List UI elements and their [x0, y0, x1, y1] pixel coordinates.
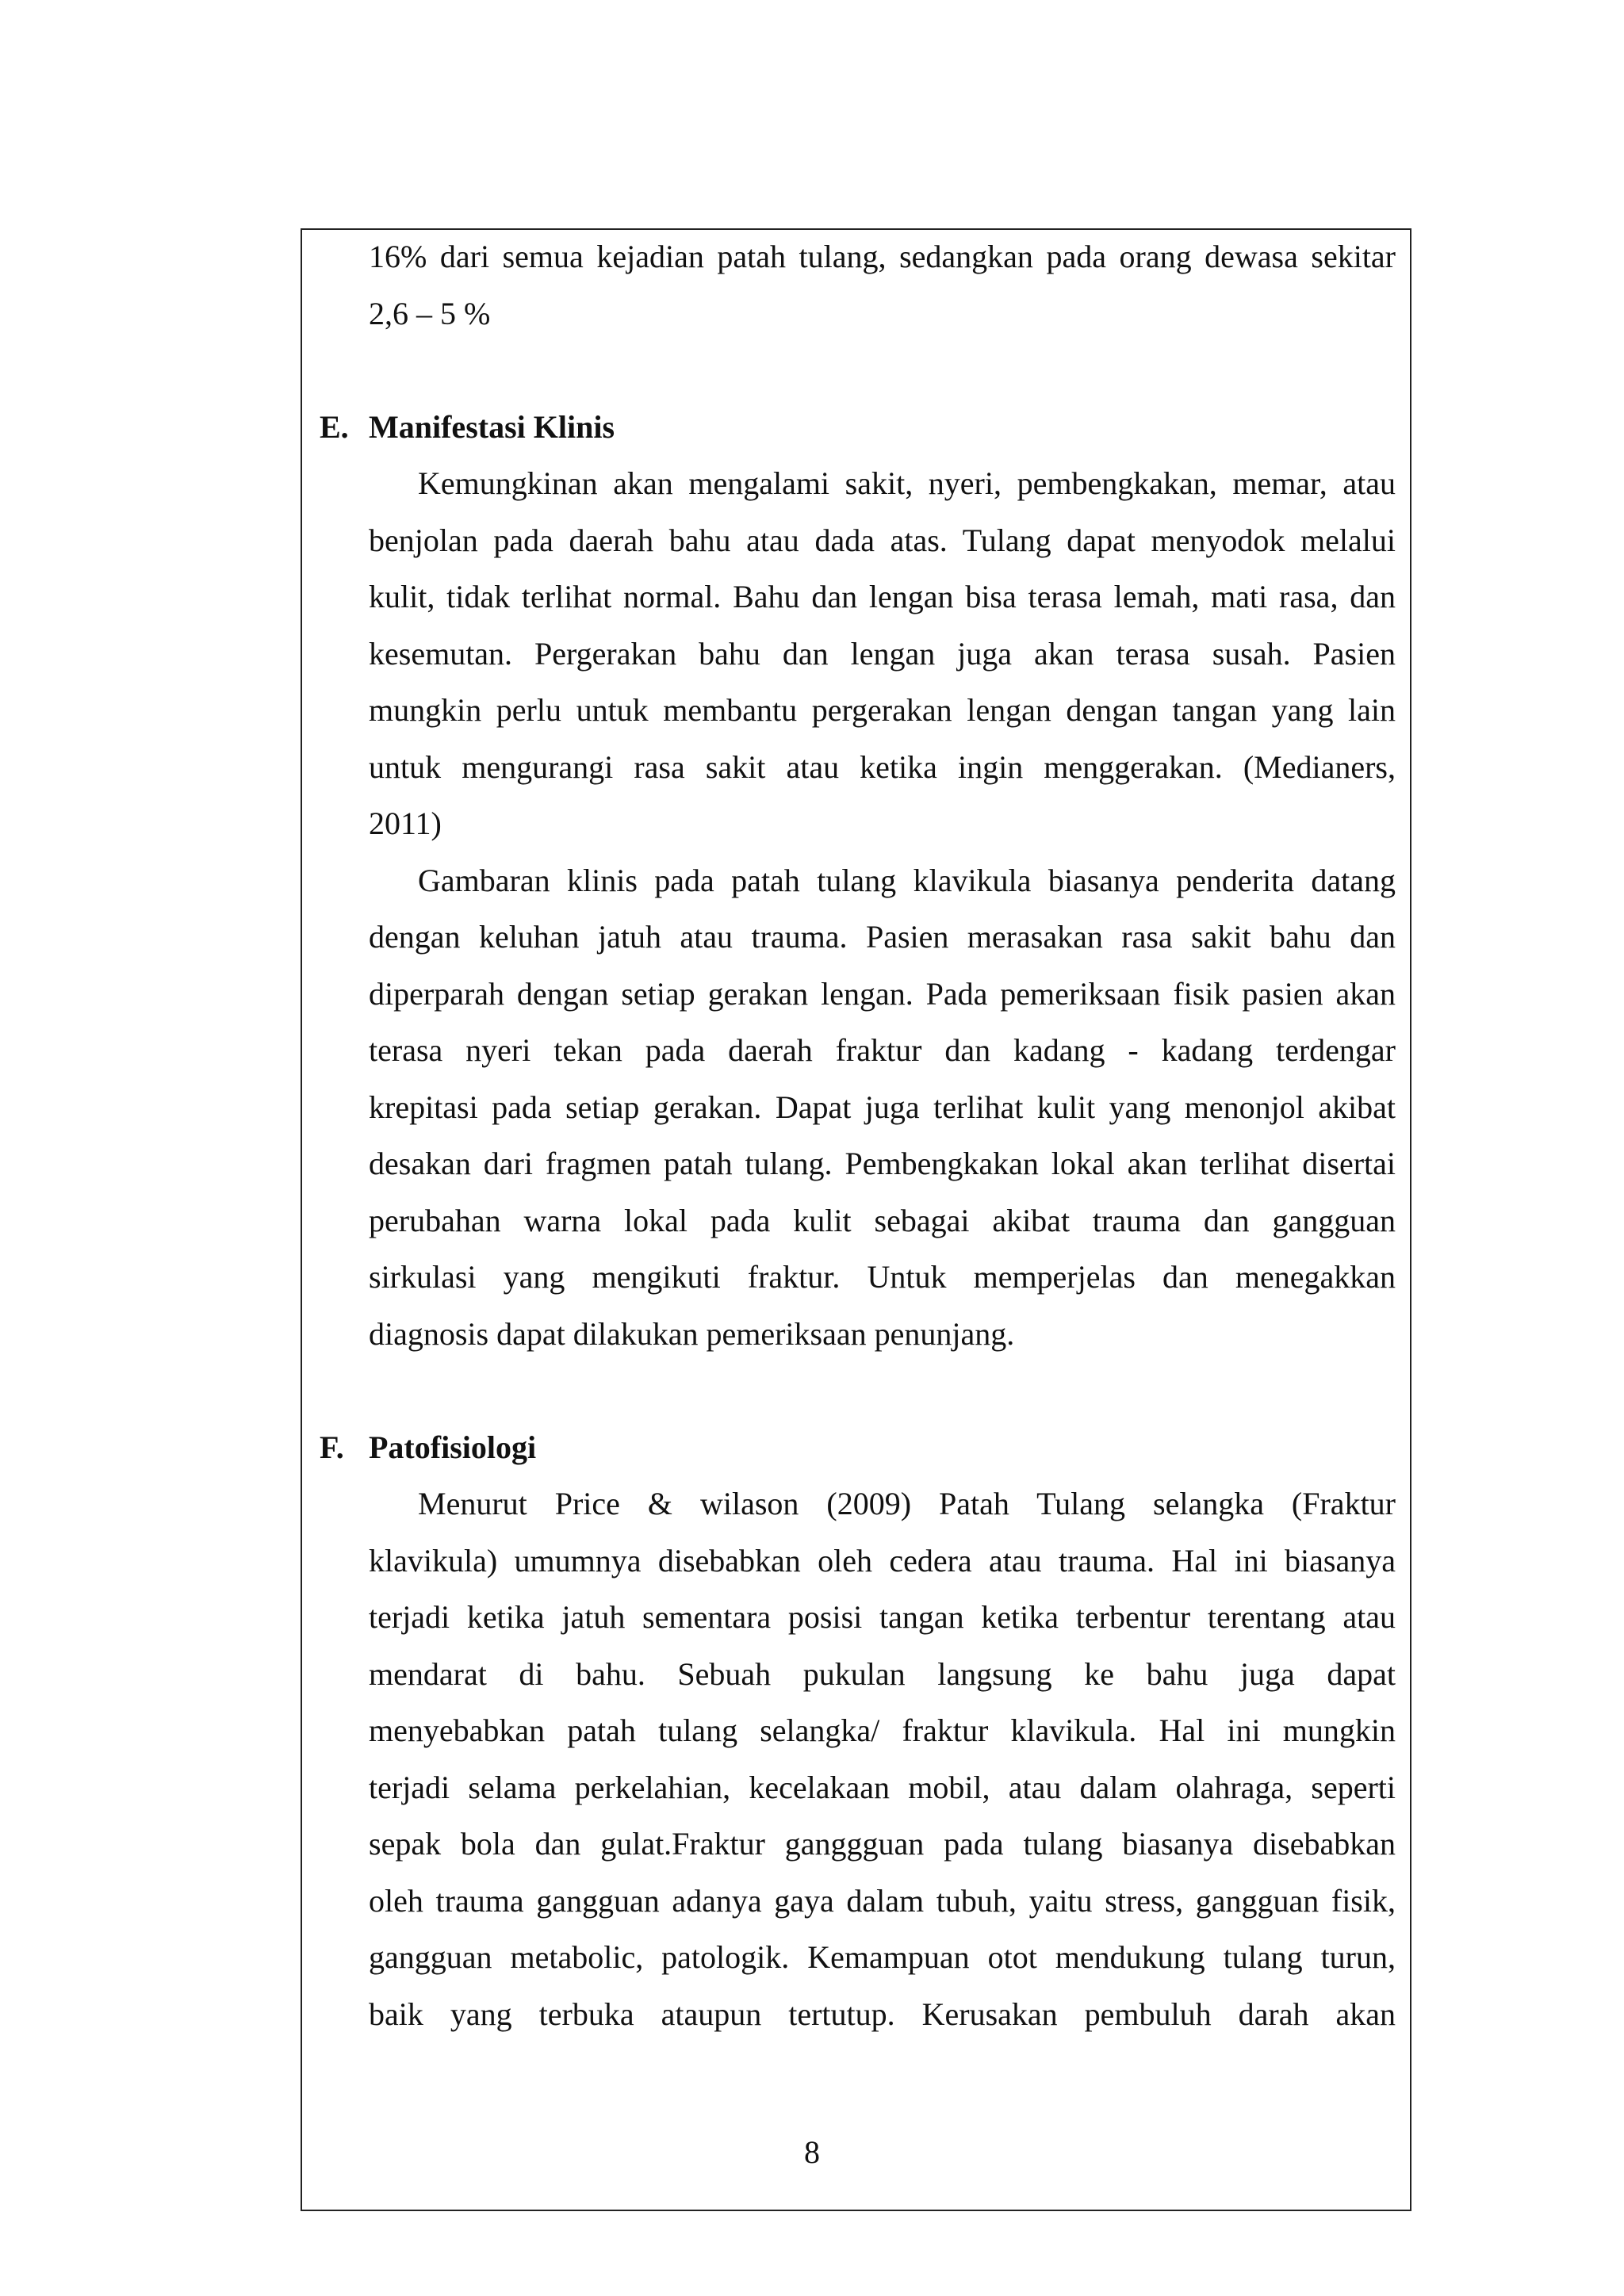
section-title: Manifestasi Klinis: [369, 408, 615, 445]
text-line: dengan keluhan jatuh atau trauma. Pasien merasakan rasa sakit bahu dan: [369, 919, 1396, 955]
text-line: mendarat di bahu. Sebuah pukulan langsung ke bahu juga dapat: [369, 1655, 1396, 1692]
text-line: oleh trauma gangguan adanya gaya dalam tubuh, yaitu stress, gangguan fisik,: [369, 1882, 1396, 1919]
text-line: mungkin perlu untuk membantu pergerakan lengan dengan tangan yang lain: [369, 692, 1396, 728]
section-e-paragraph-1: [320, 455, 1396, 852]
section-f-paragraph-1: [320, 1475, 1396, 2042]
text-line: sepak bola dan gulat.Fraktur ganggguan pada tulang biasanya disebabkan: [369, 1826, 1396, 1862]
text-line: terjadi ketika jatuh sementara posisi tangan ketika terbentur terentang atau: [369, 1599, 1396, 1635]
text-line: untuk mengurangi rasa sakit atau ketika ingin menggerakan. (Medianers,: [369, 748, 1396, 785]
page-number: 8: [804, 2134, 820, 2170]
section-heading-e: [320, 399, 1396, 456]
text-line: desakan dari fragmen patah tulang. Pembengkakan lokal akan terlihat disertai: [369, 1146, 1396, 1181]
text-line: diagnosis dapat dilakukan pemeriksaan penunjang.: [369, 1315, 1015, 1352]
spacer: [320, 1362, 1396, 1419]
page-content: [320, 228, 1396, 2042]
continuation-paragraph: [320, 228, 1396, 342]
text-line: 2011): [369, 806, 442, 841]
section-letter: F.: [320, 1429, 344, 1465]
text-line: Gambaran klinis pada patah tulang klavikula biasanya penderita datang: [418, 862, 1396, 898]
text-line: kulit, tidak terlihat normal. Bahu dan lengan bisa terasa lemah, mati rasa, dan: [369, 579, 1396, 614]
text-line: kesemutan. Pergerakan bahu dan lengan juga akan terasa susah. Pasien: [369, 635, 1396, 672]
section-letter: E.: [320, 408, 349, 445]
section-e-paragraph-2: [320, 852, 1396, 1363]
text-line: 2,6 – 5 %: [369, 295, 491, 331]
text-line: krepitasi pada setiap gerakan. Dapat juga terlihat kulit yang menonjol akibat: [369, 1089, 1396, 1125]
text-line: sirkulasi yang mengikuti fraktur. Untuk memperjelas dan menegakkan: [369, 1259, 1396, 1295]
text-line: klavikula) umumnya disebabkan oleh cedera atau trauma. Hal ini biasanya: [369, 1542, 1396, 1578]
section-title: Patofisiologi: [369, 1429, 537, 1465]
text-line: terasa nyeri tekan pada daerah fraktur dan kadang - kadang terdengar: [369, 1032, 1396, 1068]
text-line: Menurut Price & wilason (2009) Patah Tulang selangka (Fraktur: [418, 1486, 1396, 1521]
text-line: gangguan metabolic, patologik. Kemampuan otot mendukung tulang turun,: [369, 1939, 1396, 1975]
text-line: baik yang terbuka ataupun tertutup. Kerusakan pembuluh darah akan: [369, 1996, 1396, 2032]
text-line: Kemungkinan akan mengalami sakit, nyeri, pembengkakan, memar, atau: [418, 465, 1396, 501]
text-line: terjadi selama perkelahian, kecelakaan mobil, atau dalam olahraga, seperti: [369, 1769, 1396, 1805]
text-line: perubahan warna lokal pada kulit sebagai akibat trauma dan gangguan: [369, 1202, 1396, 1238]
spacer: [320, 342, 1396, 399]
text-line: diperparah dengan setiap gerakan lengan. Pada pemeriksaan fisik pasien akan: [369, 975, 1396, 1012]
section-heading-f: [320, 1419, 1396, 1476]
text-line: benjolan pada daerah bahu atau dada atas. Tulang dapat menyodok melalui: [369, 522, 1396, 558]
text-line: menyebabkan patah tulang selangka/ fraktur klavikula. Hal ini mungkin: [369, 1712, 1396, 1748]
text-line: 16% dari semua kejadian patah tulang, sedangkan pada orang dewasa sekitar: [369, 239, 1396, 274]
